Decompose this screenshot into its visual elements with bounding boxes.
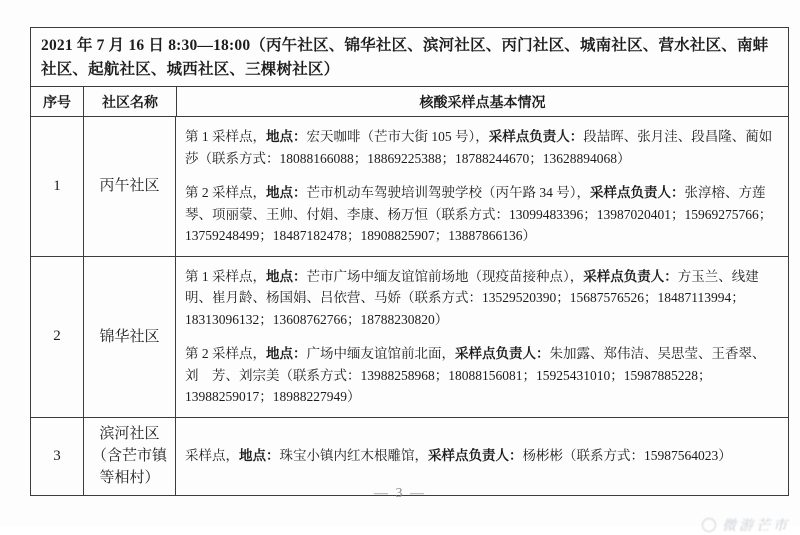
person-label: 采样点负责人： [590, 185, 685, 200]
person-label: 采样点负责人： [455, 346, 550, 361]
site-info-cell [176, 418, 788, 495]
row-serial: 2 [31, 257, 84, 417]
location-label: 地点： [266, 268, 307, 284]
watermark-logo-icon [702, 518, 716, 532]
community-name: 丙午社区 [84, 117, 176, 256]
watermark-text: 微游芒市 [722, 519, 790, 534]
table-row [31, 257, 788, 418]
sampling-point-paragraph: 第 2 采样点，地点：广场中缅友谊馆前北面，采样点负责人：朱加露、郑伟洁、吴思莹、王香翠、刘 芳、刘宗美（联系方式：13988258968；18088156081；15925431010；15987885228；13988259017；18988227949） [185, 346, 766, 404]
sampling-point-paragraph: 第 1 采样点，地点：宏天咖啡（芒市大街 105 号），采样点负责人：段喆晖、张月洼、段昌隆、蔺如莎（联系方式：18088166088；18869225388；18788244670；13628894068） [185, 129, 773, 166]
row-serial: 3 [31, 418, 84, 495]
person-label: 采样点负责人： [488, 129, 584, 144]
location-label: 地点： [266, 346, 307, 361]
page-number: — 3 — [374, 486, 426, 501]
person-label: 采样点负责人： [428, 448, 523, 464]
column-header-site-info: 核酸采样点基本情况 [419, 93, 546, 110]
watermark [702, 515, 790, 535]
table-row [31, 117, 788, 257]
sampling-point-paragraph: 第 1 采样点，地点：芒市广场中缅友谊馆前场地（现疫苗接种点），采样点负责人：方玉兰、线建明、崔月龄、杨国娟、吕依营、马娇（联系方式：13529520390；15687576526；18487113994；18313096132；13608762766；18788230820） [185, 268, 759, 327]
sampling-point-paragraph: 采样点，地点：珠宝小镇内红木根雕馆，采样点负责人：杨彬彬（联系方式：15987564023） [185, 448, 732, 464]
table-row [31, 418, 788, 495]
location-label: 地点： [266, 185, 307, 200]
community-name: 滨河社区（含芒市镇等相村） [84, 418, 176, 495]
sampling-sites-table [30, 27, 789, 496]
sampling-point-paragraph: 第 2 采样点，地点：芒市机动车驾驶培训驾驶学校（丙午路 34 号），采样点负责人：张淳榕、方莲琴、项丽蒙、王帅、付娟、李康、杨万恒（联系方式：13099483396；13987020401；15969275766；13759248499；18487182478；18908825907；13887866136） [185, 185, 773, 243]
site-info-cell [176, 117, 788, 256]
row-serial: 1 [31, 117, 84, 256]
person-label: 采样点负责人： [583, 268, 678, 284]
date-schedule-header: 2021 年 7 月 16 日 8:30—18:00（丙午社区、锦华社区、滨河社区、丙门社区、城南社区、营水社区、南蚌社区、起航社区、城西社区、三棵树社区） [31, 28, 788, 87]
site-info-cell [176, 257, 788, 417]
column-header-community: 社区名称 [84, 87, 177, 116]
column-header-serial: 序号 [31, 87, 84, 116]
table-header-row [31, 87, 788, 117]
community-name: 锦华社区 [84, 257, 176, 417]
location-label: 地点： [239, 448, 280, 464]
location-label: 地点： [266, 129, 307, 144]
